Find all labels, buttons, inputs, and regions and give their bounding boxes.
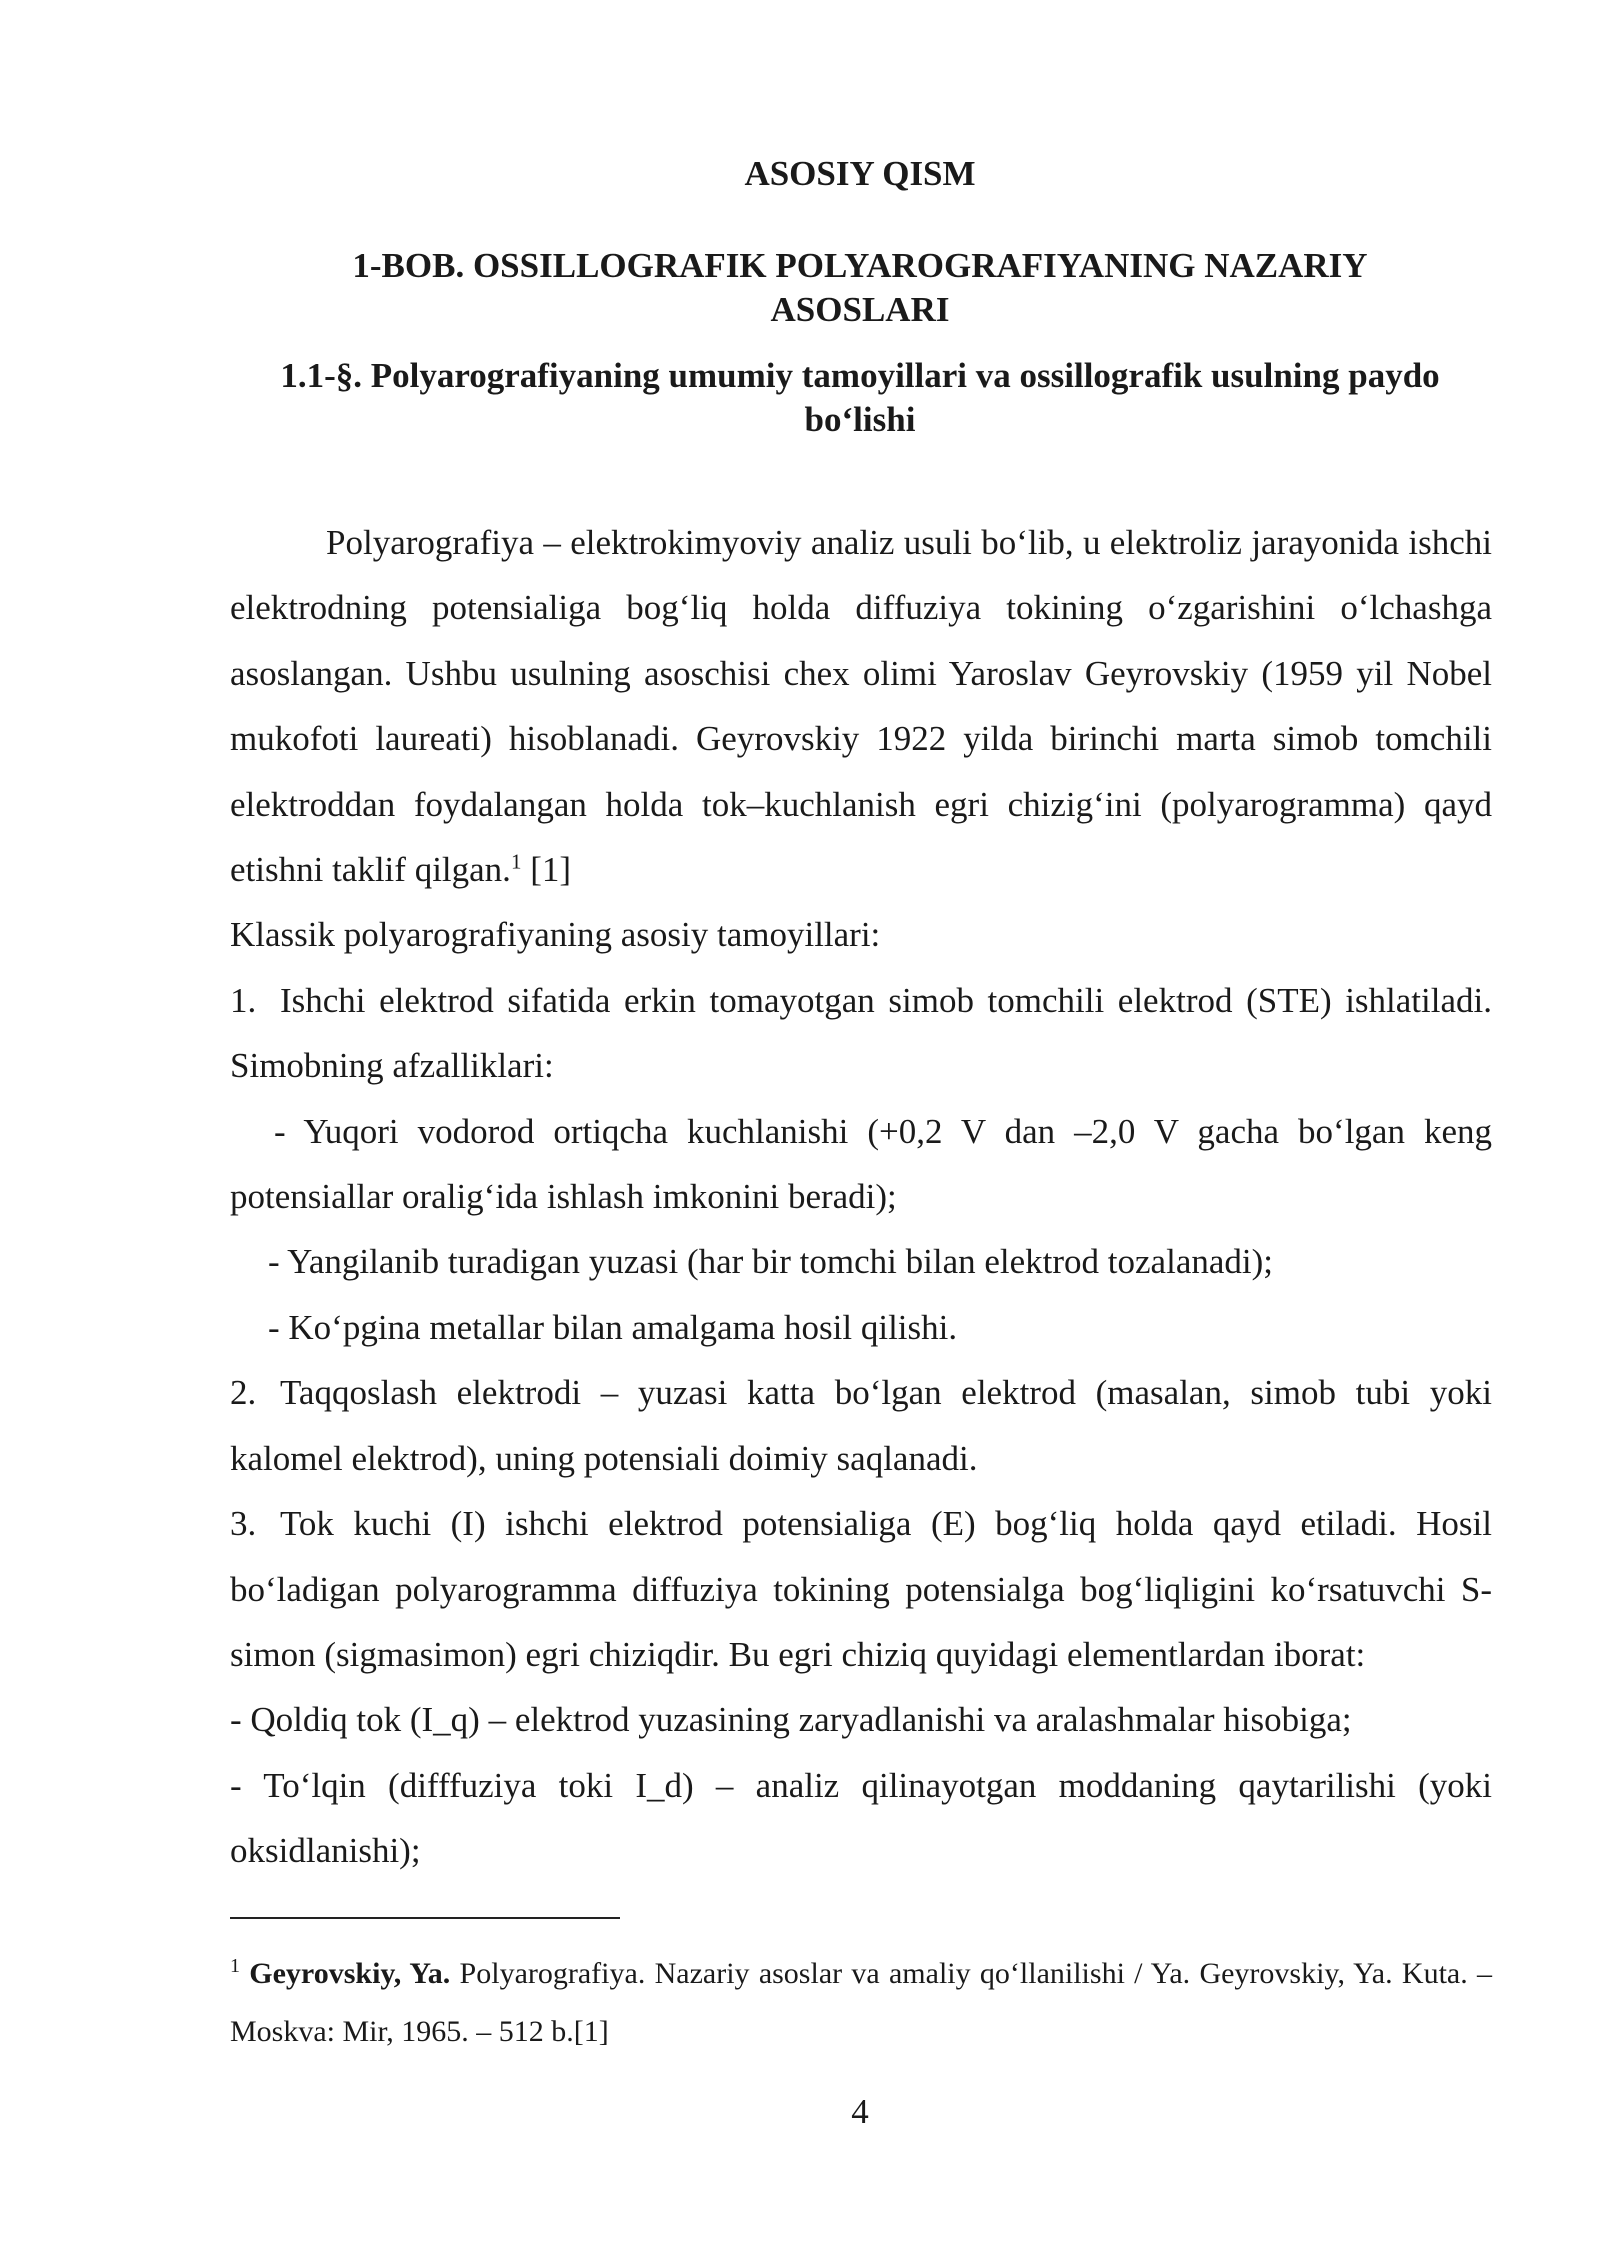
- list-number: 2.: [230, 1373, 257, 1413]
- intro-paragraph: [230, 510, 1492, 902]
- list-item-1-dash-1: - Yuqori vodorod ortiqcha kuchlanishi (+0,2 V dan –2,0 V gacha bo‘lgan keng potensiallar oralig‘ida ishlash imkonini beradi);: [230, 1111, 1492, 1217]
- list-item-text: Ishchi elektrod sifatida erkin tomayotgan simob tomchili elektrod (STE) ishlatiladi. Simobning afzalliklari:: [230, 980, 1492, 1086]
- footnote-author: Geyrovskiy, Ya.: [249, 1957, 451, 1990]
- principles-heading: Klassik polyarografiyaning asosiy tamoyillari:: [230, 915, 881, 955]
- footnote-divider: [230, 1917, 620, 1919]
- list-item-3-dash-2: - To‘lqin (difffuziya toki I_d) – analiz qilinayotgan moddaning qaytarilishi (yoki oksidlanishi);: [230, 1765, 1492, 1871]
- list-item-1-dash-3: - Ko‘pgina metallar bilan amalgama hosil qilishi.: [268, 1307, 958, 1347]
- list-item-3-dash-1: - Qoldiq tok (I_q) – elektrod yuzasining zaryadlanishi va aralashmalar hisobiga;: [230, 1700, 1352, 1740]
- subsection-title-line-1: 1.1-§. Polyarografiyaning umumiy tamoyillari va ossillografik usulning paydo: [280, 356, 1440, 395]
- chapter-title-line-1: 1-BOB. OSSILLOGRAFIK POLYAROGRAFIYANING NAZARIY: [352, 246, 1368, 285]
- list-item-2: [230, 1360, 1492, 1491]
- footnote-mark: 1: [230, 1955, 240, 1977]
- footnote-text: Polyarografiya. Nazariy asoslar va amaliy qo‘llanilishi / Ya. Geyrovskiy, Ya. Kuta. – Moskva: Mir, 1965. – 512 b.[1]: [230, 1957, 1492, 2048]
- subsection-title-line-2: bo‘lishi: [804, 400, 916, 439]
- footnote-reference: 1: [510, 849, 522, 874]
- list-item-3: [230, 1491, 1492, 1687]
- chapter-title-line-2: ASOSLARI: [770, 290, 950, 329]
- body-text: [230, 510, 1492, 1884]
- list-number: 1.: [230, 980, 257, 1020]
- page-number: 4: [851, 2092, 869, 2131]
- list-item-text: Taqqoslash elektrodi – yuzasi katta bo‘lgan elektrod (masalan, simob tubi yoki kalomel elektrod), uning potensiali doimiy saqlanadi.: [230, 1373, 1492, 1478]
- intro-text: Polyarografiya – elektrokimyoviy analiz usuli bo‘lib, u elektroliz jarayonida ishchi elektrodning potensialiga bog‘liq holda diffuziya tokining o‘zgarishini o‘lchashga asoslangan. Ushbu usulning asoschisi chex olimi Yaroslav Geyrovskiy (1959 yil Nobel mukofoti laureati) hisoblanadi. Geyrovskiy 1922 yilda birinchi marta simob tomchili elektroddan foydalangan holda tok–kuchlanish egri chizig‘ini (polyarogramma) qayd etishni taklif qilgan.: [230, 523, 1492, 890]
- list-item-1: [230, 968, 1492, 1099]
- citation-reference: [1]: [521, 850, 571, 890]
- list-item-text: Tok kuchi (I) ishchi elektrod potensialiga (E) bog‘liq holda qayd etiladi. Hosil bo‘ladigan polyarogramma diffuziya tokining potensialga bog‘liqligini ko‘rsatuvchi S-simon (sigmasimon) egri chiziqdir. Bu egri chiziq quyidagi elementlardan iborat:: [230, 1504, 1492, 1674]
- footnote: [230, 1945, 1492, 2061]
- section-title: ASOSIY QISM: [744, 154, 976, 193]
- list-number: 3.: [230, 1504, 257, 1544]
- list-item-1-dash-2: - Yangilanib turadigan yuzasi (har bir tomchi bilan elektrod tozalanadi);: [268, 1242, 1273, 1282]
